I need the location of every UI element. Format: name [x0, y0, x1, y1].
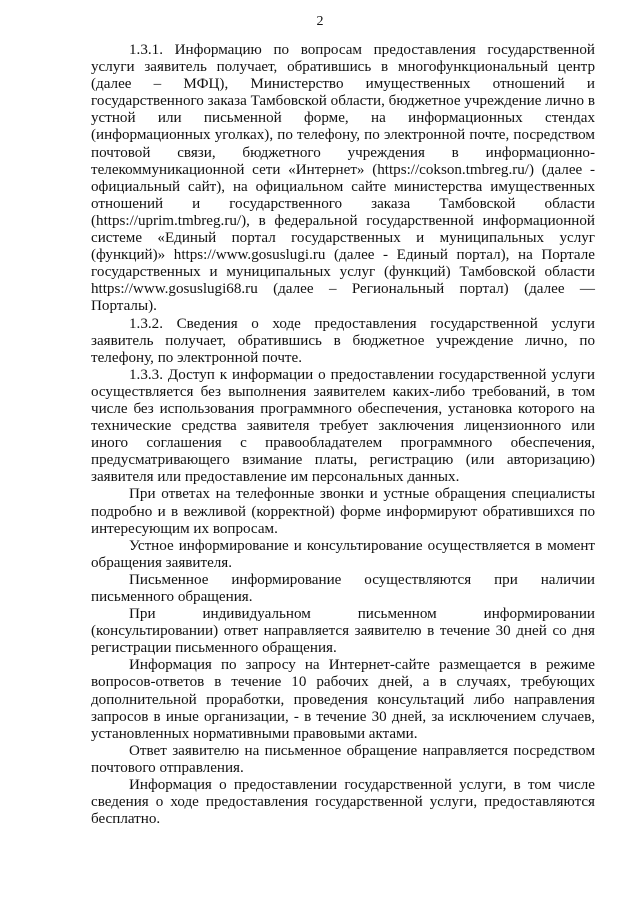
paragraph-1-3-3: 1.3.3. Доступ к информации о предоставлении государственной услуги осуществляется без выполнения заявителем каких-либо требований, в том числе без использования программного обеспечения, установка которого на технические средства заявителя требует заключения лицензионного или иного соглашения с правообладателем программного обеспечения, предусматривающего взимание платы, регистрацию (или авторизацию) заявителя или предоставление им персональных данных.: [91, 366, 595, 486]
paragraph-written-informing: Письменное информирование осуществляются при наличии письменного обращения.: [91, 571, 595, 605]
paragraph-1-3-1: 1.3.1. Информацию по вопросам предоставления государственной услуги заявитель получает, обратившись в многофункциональный центр (далее – МФЦ), Министерство имущественных отношений и государственного заказа Тамбовской области, бюджетное учреждение лично в устной или письменной форме, на информационных стендах (информационных уголках), по телефону, по электронной почте, посредством почтовой связи, бюджетного учреждения в информационно-телекоммуникационной сети «Интернет» (https://cokson.tmbreg.ru/) (далее - официальный сайт), на официальном сайте министерства имущественных отношений и государственного заказа Тамбовской области (https://uprim.tmbreg.ru/), в федеральной государственной информационной системе «Единый портал государственных и муниципальных услуг (функций)» https://www.gosuslugi.ru (далее - Единый портал), на Портале государственных и муниципальных услуг (функций) Тамбовской области https://www.gosuslugi68.ru (далее – Региональный портал) (далее — Порталы).: [91, 42, 595, 315]
document-body: [91, 42, 595, 828]
paragraph-phone-answers: При ответах на телефонные звонки и устные обращения специалисты подробно и в вежливой (корректной) форме информируют обратившихся по интересующим их вопросам.: [91, 486, 595, 537]
paragraph-1-3-2: 1.3.2. Сведения о ходе предоставления государственной услуги заявитель получает, обратившись в бюджетное учреждение лично, по телефону, по электронной почте.: [91, 315, 595, 366]
paragraph-individual-written: При индивидуальном письменном информировании (консультировании) ответ направляется заявителю в течение 30 дней со дня регистрации письменного обращения.: [91, 606, 595, 657]
paragraph-oral-informing: Устное информирование и консультирование осуществляется в момент обращения заявителя.: [91, 537, 595, 571]
page-number: 2: [316, 14, 324, 29]
paragraph-internet-request: Информация по запросу на Интернет-сайте размещается в режиме вопросов-ответов в течение 10 рабочих дней, а в случаях, требующих дополнительной проработки, проведения консультаций либо направления запросов в иные организации, - в течение 30 дней, за исключением случаев, установленных нормативными правовыми актами.: [91, 657, 595, 742]
paragraph-free-of-charge: Информация о предоставлении государственной услуги, в том числе сведения о ходе предоставления государственной услуги, предоставляются бесплатно.: [91, 777, 595, 828]
paragraph-postal-reply: Ответ заявителю на письменное обращение направляется посредством почтового отправления.: [91, 742, 595, 776]
